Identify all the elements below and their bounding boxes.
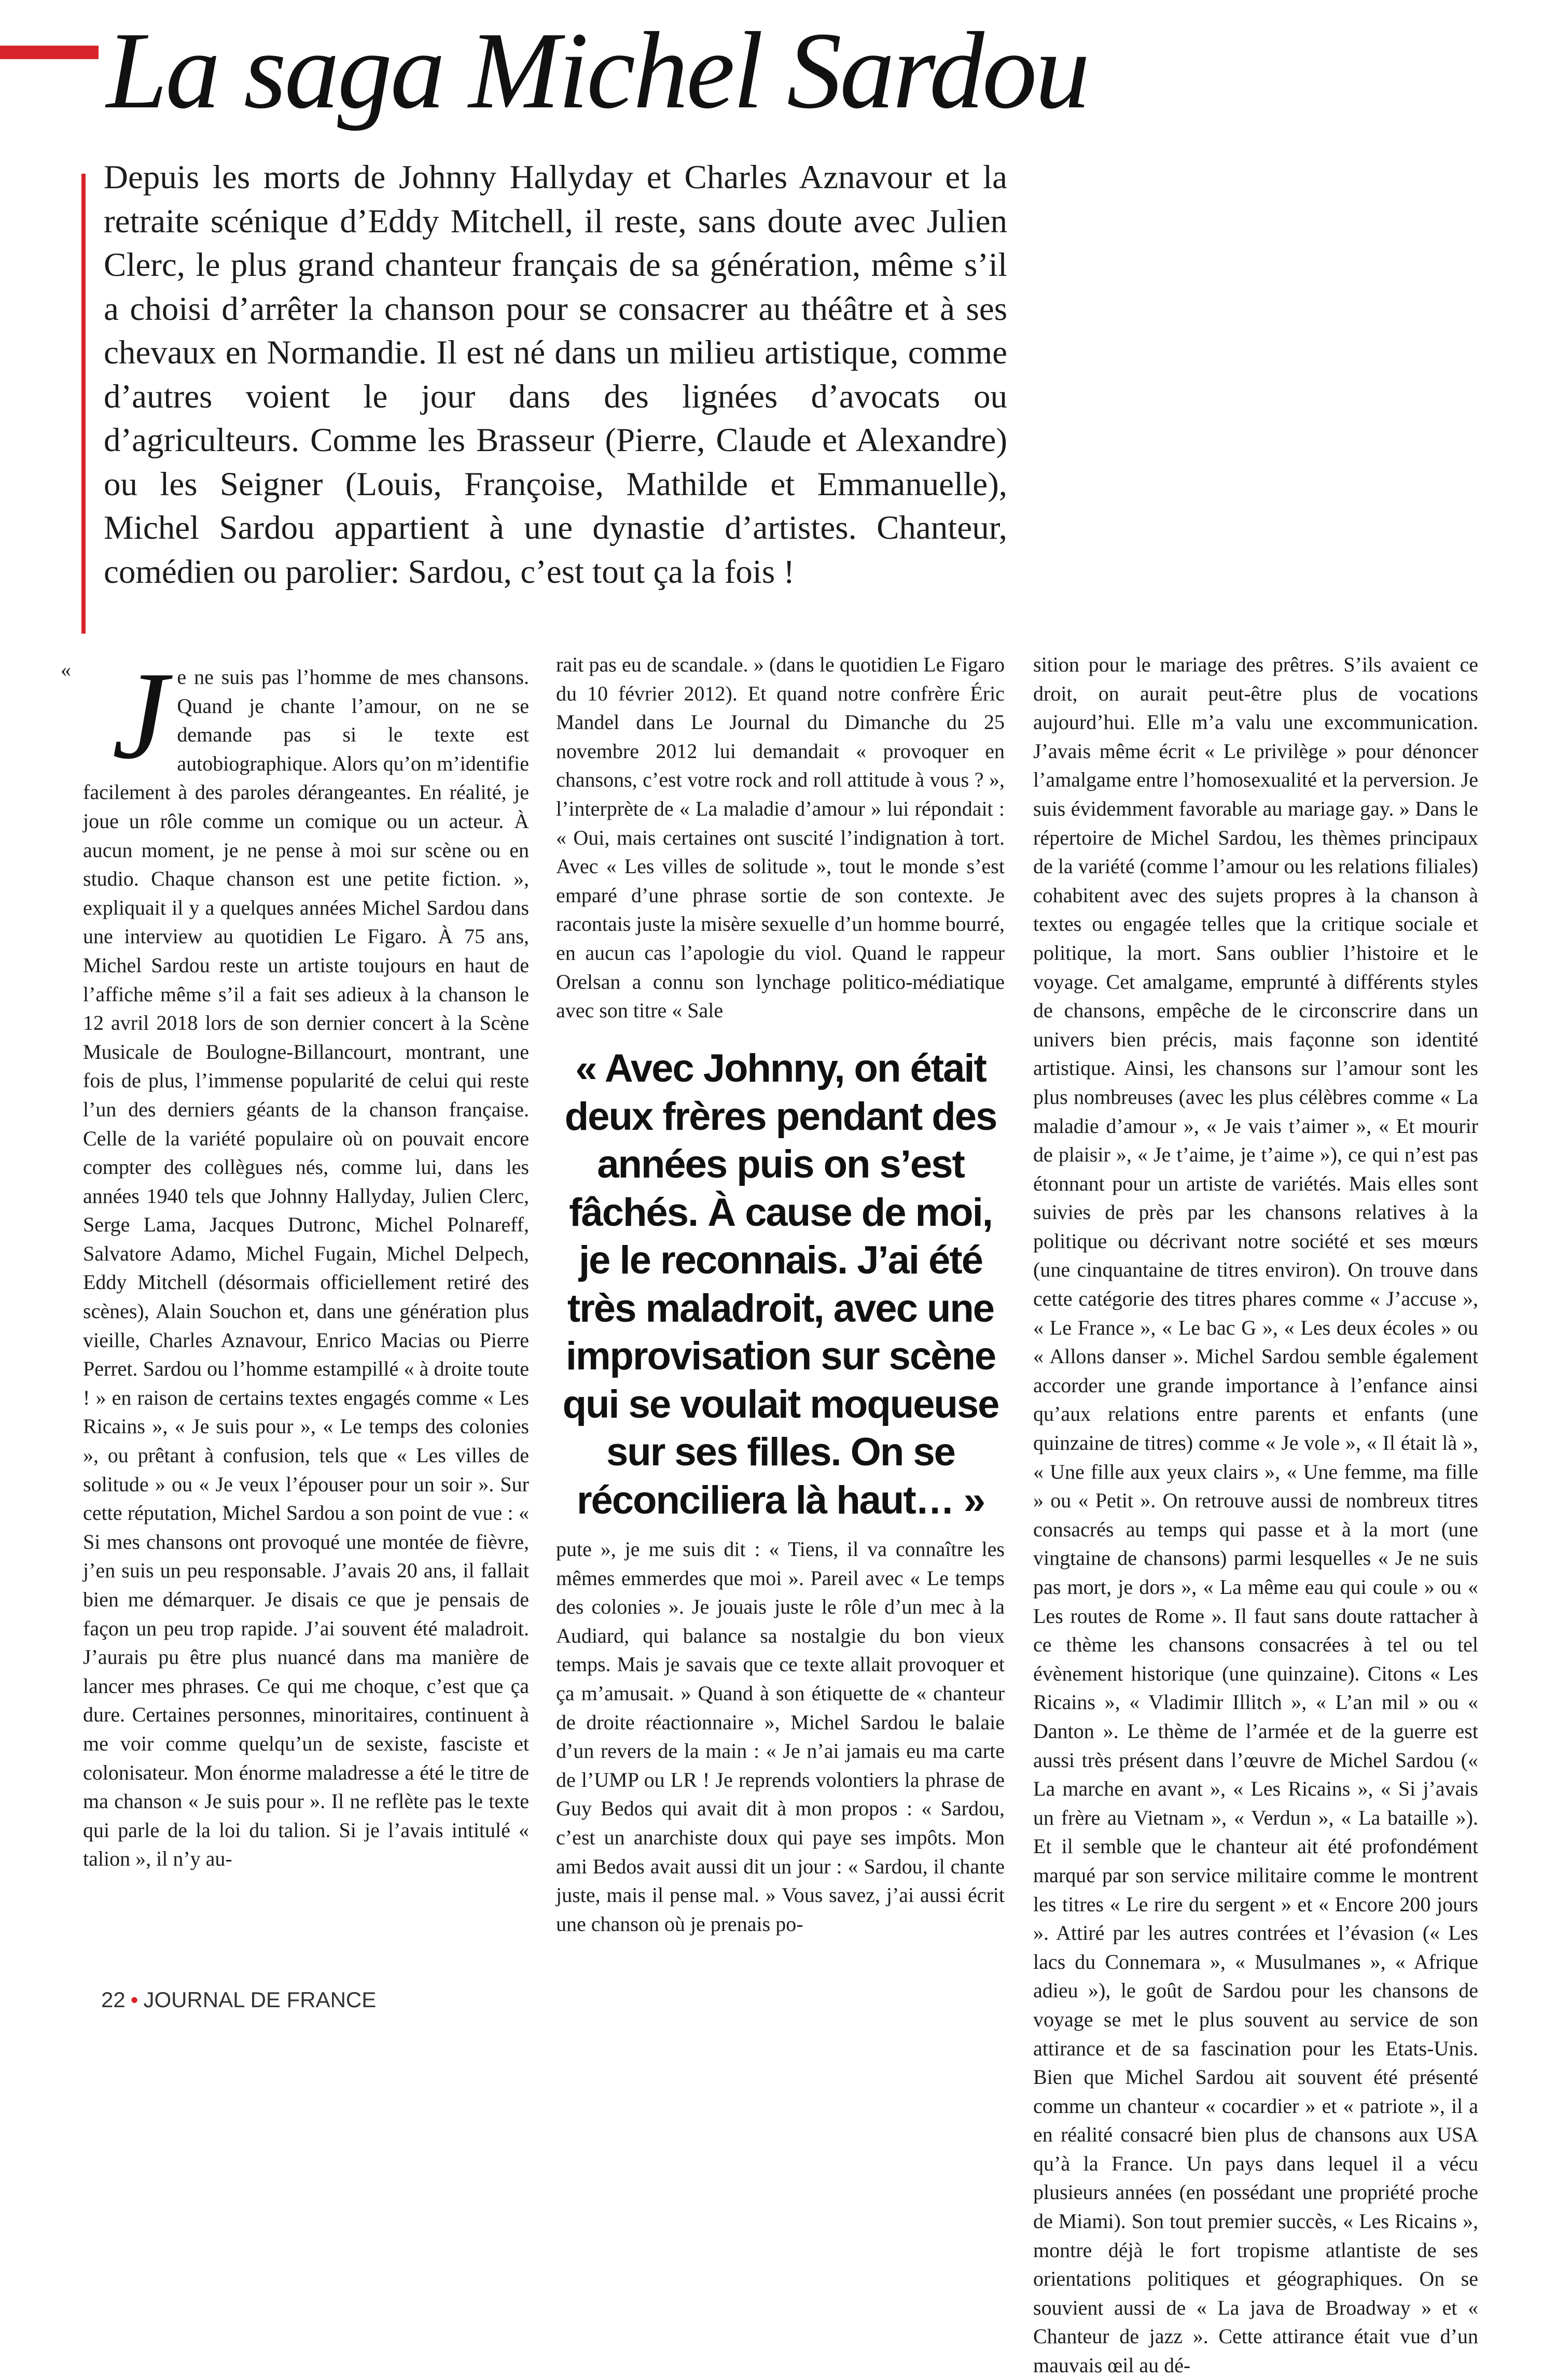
article-column-3	[1033, 650, 1478, 2380]
page-number: 22	[101, 1987, 126, 2012]
article-text: sition pour le mariage des prêtres. S’ils avaient ce droit, on aurait peut-être plus de vocations aujourd’hui. Elle m’a valu une excommunication. J’avais même écrit « Le privilège » pour dénoncer l’amalgame entre l’homosexualité et la perversion. Je suis évidemment favorable au mariage gay. » Dans le répertoire de Michel Sardou, les thèmes principaux de la variété (comme l’amour ou les relations filiales) cohabitent avec des sujets propres à la chanson à textes ou engagée telles que la critique sociale et politique, la mort. Sans oublier l’histoire et le voyage. Cet amalgame, emprunté à différents styles de chansons, empêche de le circonscrire dans un univers bien précis, mais façonne son identité artistique. Ainsi, les chansons sur l’amour sont les plus nombreuses (avec les plus célèbres comme « La maladie d’amour », « Je vais t’aimer », « Et mourir de plaisir », « Je t’aime, je t’aime »), ce qui n’est pas étonnant pour un artiste de variétés. Mais elles sont suivies de près par les chansons relatives à la politique ou décrivant notre société et ses mœurs (une cinquantaine de titres environ). On trouve dans cette catégorie des titres phares comme « J’accuse », « Le France », « Le bac G », « Les deux écoles » ou « Allons danser ». Michel Sardou semble également accorder une grande importance à l’enfance ainsi qu’aux relations entre parents et enfants (une quinzaine de titres) comme « Je vole », « Il était là », « Une fille aux yeux clairs », « Une femme, ma fille » ou « Petit ». On retrouve aussi de nombreux titres consacrés au temps qui passe et à la mort (une vingtaine de chansons) parmi lesquelles « Je ne suis pas mort, je dors », « La même eau qui coule » ou « Les routes de Rome ». Il faut sans doute rattacher à ce thème les chansons consacrées à tel ou tel évènement historique (une quinzaine). Citons « Les Ricains », « Vladimir Illitch », « L’an mil » ou « Danton ». Le thème de l’armée et de la guerre est aussi très présent dans l’œuvre de Michel Sardou (« La marche en avant », « Les Ricains », « Si j’avais un frère au Vietnam », « Verdun », « La bataille »). Et il semble que le chanteur ait été profondément marqué par son service militaire comme le montrent les titres « Le rire du sergent » et « Encore 200 jours ». Attiré par les autres contrées et l’évasion (« Les lacs du Connemara », « Musulmanes », « Afrique adieu »), le goût de Sardou pour les chansons de voyage se met le plus souvent au service de son attirance et de sa fascination pour les Etats-Unis. Bien que Michel Sardou ait souvent été présenté comme un chanteur « cocardier » et « patriote », il a en réalité consacré bien plus de chansons aux USA qu’à la France. Un pays dans lequel il a vécu plusieurs années (en possédant une propriété proche de Miami). Son tout premier succès, « Les Ricains », montre déjà le fort tropisme atlantiste de ses orientations politiques et géographiques. On se souvient aussi de « La java de Broadway » et « Chanteur de jazz ». Cette attirance était vue d’un mauvais œil au dé-	[1033, 653, 1478, 2377]
article-text: rait pas eu de scandale. » (dans le quotidien Le Figaro du 10 février 2012). Et quand notre confrère Éric Mandel dans Le Journal du Dimanche du 25 novembre 2012 lui demandait « provoquer en chansons, c’est votre rock and roll attitude à vous ? », l’interprète de « La maladie d’amour » lui répondait : « Oui, mais certaines ont suscité l’indignation à tort. Avec « Les villes de solitude », tout le monde s’est emparé d’une phrase sortie de son contexte. Je racontais juste la misère sexuelle d’un homme bourré, en aucun cas l’apologie du viol. Quand le rappeur Orelsan a connu son lynchage politico-médiatique avec son titre « Sale	[556, 653, 1005, 1023]
page-footer	[101, 1987, 376, 2013]
page-title: La saga Michel Sardou	[106, 9, 1088, 131]
article-column-1	[83, 646, 529, 1873]
lead-paragraph: Depuis les morts de Johnny Hallyday et Charles Aznavour et la retraite scénique d’Eddy Mitchell, il reste, sans doute avec Julien Clerc, le plus grand chanteur français de sa génération, même s’il a choisi d’arrêter la chanson pour se consacrer au théâtre et à ses chevaux en Normandie. Il est né dans un milieu artistique, comme d’autres voient le jour dans des lignées d’avocats ou d’agriculteurs. Comme les Brasseur (Pierre, Claude et Alexandre) ou les Seigner (Louis, Françoise, Mathilde et Emmanuelle), Michel Sardou appartient à une dynastie d’artistes. Chanteur, comédien ou parolier: Sardou, c’est tout ça la fois !	[104, 159, 1007, 591]
article-text: e ne suis pas l’homme de mes chansons. Quand je chante l’amour, on ne se demande pas si le texte est autobiographique. Alors qu’on m’identifie facilement à des paroles dérangeantes. En réalité, je joue un rôle comme un comique ou un acteur. À aucun moment, je ne pense à moi sur scène ou en studio. Chaque chanson est une petite fiction. », expliquait il y a quelques années Michel Sardou dans une interview au quotidien Le Figaro. À 75 ans, Michel Sardou reste un artiste toujours en haut de l’affiche même s’il a fait ses adieux à la chanson le 12 avril 2018 lors de son dernier concert à la Scène Musicale de Boulogne-Billancourt, montrant, une fois de plus, l’immense popularité de celui qui reste l’un des derniers géants de la chanson française. Celle de la variété populaire où on pouvait encore compter des collègues nés, comme lui, dans les années 1940 tels que Johnny Hallyday, Julien Clerc, Serge Lama, Jacques Dutronc, Michel Polnareff, Salvatore Adamo, Michel Fugain, Michel Delpech, Eddy Mitchell (désormais officiellement retiré des scènes), Alain Souchon et, dans une génération plus vieille, Charles Aznavour, Enrico Macias ou Pierre Perret. Sardou ou l’homme estampillé « à droite toute ! » en raison de certains textes engagés comme « Les Ricains », « Je suis pour », « Le temps des colonies », ou prêtant à confusion, tels que « Les villes de solitude » ou « Je veux l’épouser pour un soir ». Sur cette réputation, Michel Sardou a son point de vue : « Si mes chansons ont provoqué une montée de fièvre, j’en suis un peu responsable. J’avais 20 ans, il fallait bien me démarquer. Je disais ce que je pensais de façon un peu trop rapide. J’ai souvent été maladroit. J’aurais pu être plus nuancé dans ma manière de lancer mes phrases. Ce qui me choque, c’est que ça dure. Certaines personnes, minoritaires, continuent à me voir comme quelqu’un de sexiste, fasciste et colonisateur. Mon énorme maladresse a été le titre de ma chanson « Je suis pour ». Il ne reflète pas le texte qui parle de la loi du talion. Si je l’avais intitulé « talion », il n’y au-	[83, 665, 529, 1871]
publication-name: JOURNAL DE FRANCE	[143, 1987, 377, 2012]
opening-quote-mark: «	[61, 658, 71, 681]
article-text: pute », je me suis dit : « Tiens, il va connaître les mêmes emmerdes que moi ». Pareil avec « Le temps des colonies ». Je jouais juste le rôle d’un mec à la Audiard, qui balance sa nostalgie du bon vieux temps. Mais je savais que ce texte allait provoquer et ça m’amusait. » Quand à son étiquette de « chanteur de droite réactionnaire », Michel Sardou le balaie d’un revers de la main : « Je n’ai jamais eu ma carte de l’UMP ou LR ! Je reprends volontiers la phrase de Guy Bedos qui avait dit à mon propos : « Sardou, c’est un anarchiste doux qui paye ses impôts. Mon ami Bedos avait aussi dit un jour : « Sardou, il chante juste, mais il pense mal. » Vous savez, j’ai aussi écrit une chanson où je prenais po-	[556, 1537, 1005, 1936]
drop-cap: J	[112, 646, 168, 785]
footer-bullet: •	[130, 1987, 138, 2012]
lead-accent-rule	[81, 174, 86, 634]
pull-quote: « Avec Johnny, on était deux frères pendant des années puis on s’est fâchés. À cause de moi, je le reconnais. J’ai été très maladroit, avec une improvisation sur scène qui se voulait moqueuse sur ses filles. On se réconciliera là haut… »	[562, 1046, 999, 1522]
article-column-2-top	[556, 650, 1005, 1025]
header-accent-bar	[0, 46, 99, 59]
article-column-2-bottom	[556, 1535, 1005, 1938]
